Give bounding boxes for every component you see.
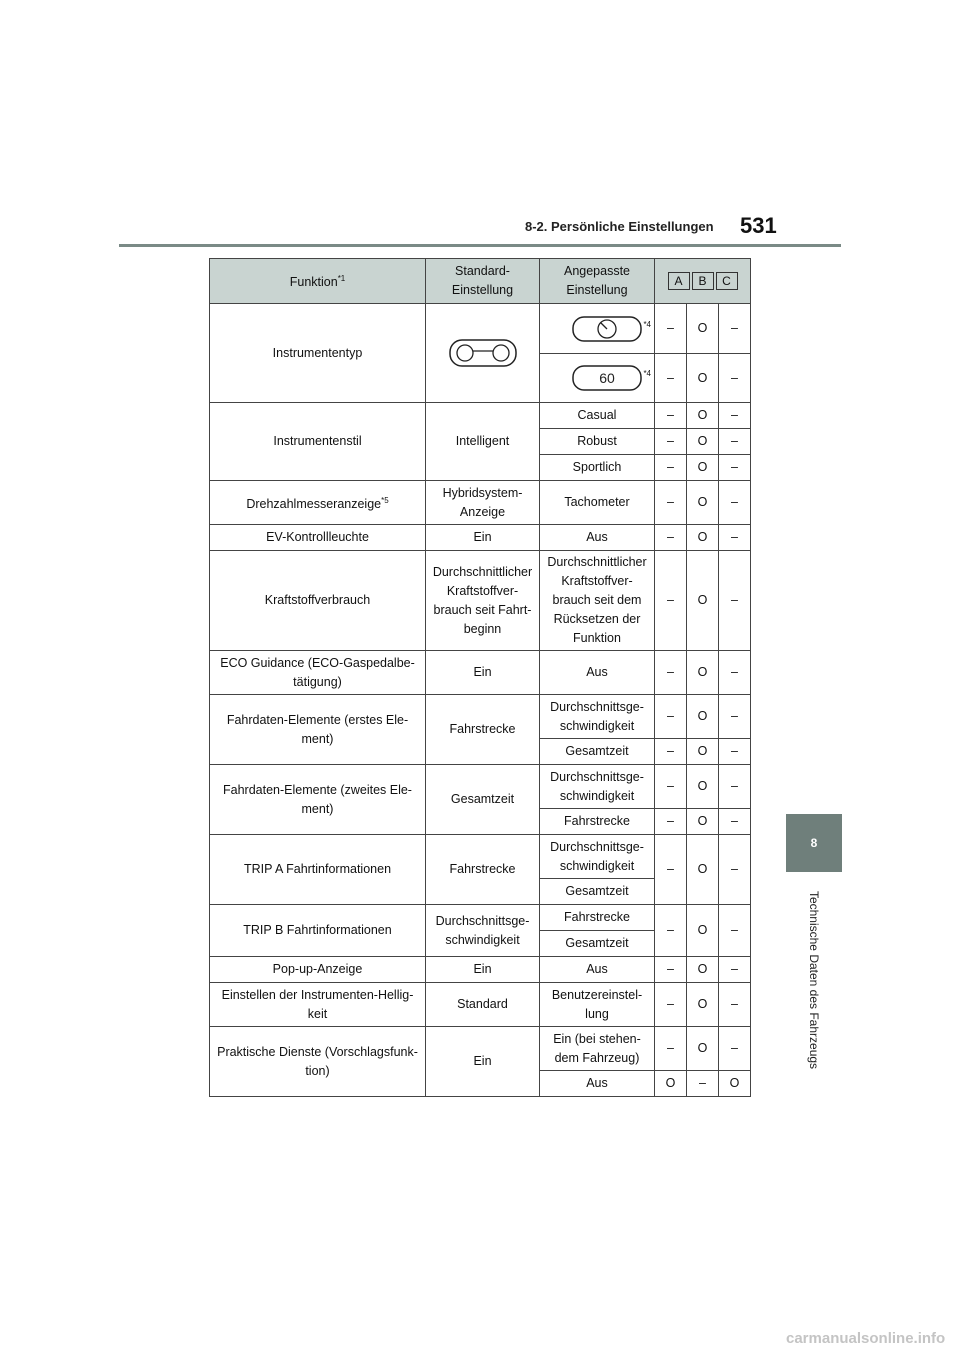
row-default: Fahrstrecke [426, 695, 540, 765]
mark-c: – [719, 551, 751, 651]
mark-c: – [719, 765, 751, 809]
mark-c: – [719, 905, 751, 957]
mark-b: O [687, 765, 719, 809]
row-label: TRIP A Fahrtinformationen [210, 835, 426, 905]
mark-a: – [655, 765, 687, 809]
table-row [210, 983, 751, 1027]
column-b-label: B [692, 272, 714, 290]
row-option: Durchschnittsge-schwindigkeit [540, 765, 655, 809]
mark-c: – [719, 354, 751, 403]
mark-b: O [687, 525, 719, 551]
table-row [210, 765, 751, 809]
row-option: Aus [540, 957, 655, 983]
row-label: ECO Guidance (ECO-Gaspedalbe-tätigung) [210, 651, 426, 695]
settings-table [209, 258, 751, 1097]
row-label: Instrumententyp [210, 304, 426, 403]
header-divider [119, 244, 841, 247]
row-label: Praktische Dienste (Vorschlagsfunk-tion) [210, 1027, 426, 1097]
digital-gauge-icon [571, 364, 643, 392]
row-option: Benutzereinstel-lung [540, 983, 655, 1027]
table-row [210, 403, 751, 429]
row-option: Gesamtzeit [540, 739, 655, 765]
dual-gauge-icon [448, 338, 518, 368]
mark-b: O [687, 304, 719, 354]
mark-a: – [655, 739, 687, 765]
table-row [210, 481, 751, 525]
page-number: 531 [740, 213, 777, 238]
custom-gauge-cell: 60 $^{*4}$ [540, 354, 655, 403]
mark-c: – [719, 983, 751, 1027]
row-option: Durchschnittsge-schwindigkeit [540, 695, 655, 739]
mark-c: – [719, 525, 751, 551]
mark-b: O [687, 455, 719, 481]
mark-c: – [719, 695, 751, 739]
mark-c: – [719, 957, 751, 983]
mark-b: O [687, 957, 719, 983]
row-label: Pop-up-Anzeige [210, 957, 426, 983]
row-option: Gesamtzeit [540, 931, 655, 957]
header-custom: Angepasste Einstellung [540, 259, 655, 304]
header-function: Funktion$^{*1}$ [210, 259, 426, 304]
mark-a: – [655, 304, 687, 354]
table-row [210, 1027, 751, 1071]
table-row [210, 835, 751, 879]
row-default: Ein [426, 525, 540, 551]
mark-b: O [687, 835, 719, 905]
row-option: Tachometer [540, 481, 655, 525]
row-default: Durchschnittsge-schwindigkeit [426, 905, 540, 957]
table-row [210, 957, 751, 983]
row-label: Fahrdaten-Elemente (erstes Ele-ment) [210, 695, 426, 765]
mark-a: – [655, 525, 687, 551]
mark-b: O [687, 809, 719, 835]
mark-b: O [687, 551, 719, 651]
mark-b: – [687, 1071, 719, 1097]
mark-b: O [687, 354, 719, 403]
mark-c: – [719, 809, 751, 835]
table-row [210, 695, 751, 739]
mark-b: O [687, 695, 719, 739]
mark-a: – [655, 429, 687, 455]
chapter-label: Technische Daten des Fahrzeugs [807, 890, 821, 1070]
row-default: Hybridsystem-Anzeige [426, 481, 540, 525]
row-default: Ein [426, 651, 540, 695]
row-option: Sportlich [540, 455, 655, 481]
mark-a: – [655, 835, 687, 905]
mark-c: O [719, 1071, 751, 1097]
row-default: Ein [426, 957, 540, 983]
row-option: Gesamtzeit [540, 879, 655, 905]
mark-c: – [719, 304, 751, 354]
row-label: Einstellen der Instrumenten-Hellig-keit [210, 983, 426, 1027]
mark-a: – [655, 651, 687, 695]
mark-c: – [719, 455, 751, 481]
table-row [210, 551, 751, 651]
mark-c: – [719, 481, 751, 525]
mark-c: – [719, 835, 751, 905]
column-c-label: C [716, 272, 738, 290]
mark-a: – [655, 455, 687, 481]
mark-a: O [655, 1071, 687, 1097]
row-option: Casual [540, 403, 655, 429]
table-row [210, 651, 751, 695]
row-option: Ein (bei stehen-dem Fahrzeug) [540, 1027, 655, 1071]
mark-a: – [655, 809, 687, 835]
row-label: EV-Kontrollleuchte [210, 525, 426, 551]
row-option: Aus [540, 525, 655, 551]
mark-c: – [719, 739, 751, 765]
row-option: Durchschnittsge-schwindigkeit [540, 835, 655, 879]
row-option: Aus [540, 651, 655, 695]
header-abc [655, 259, 751, 304]
row-default: Intelligent [426, 403, 540, 481]
mark-b: O [687, 429, 719, 455]
mark-a: – [655, 905, 687, 957]
row-label: Drehzahlmesseranzeige$^{*5}$ [210, 481, 426, 525]
table-header-row [210, 259, 751, 304]
mark-b: O [687, 403, 719, 429]
mark-a: – [655, 957, 687, 983]
svg-text:60: 60 [599, 370, 616, 386]
mark-a: – [655, 403, 687, 429]
row-option: Robust [540, 429, 655, 455]
chapter-number: 8 [810, 836, 818, 850]
mark-a: – [655, 1027, 687, 1071]
mark-c: – [719, 429, 751, 455]
table-row [210, 304, 751, 354]
analog-gauge-icon [571, 315, 643, 343]
row-default: Durchschnittlicher Kraftstoffver-brauch seit Fahrt-beginn [426, 551, 540, 651]
row-default: Standard [426, 983, 540, 1027]
watermark: carmanualsonline.info [786, 1330, 946, 1347]
default-gauge-cell [426, 304, 540, 403]
chapter-tab [786, 814, 842, 872]
row-label: TRIP B Fahrtinformationen [210, 905, 426, 957]
mark-c: – [719, 403, 751, 429]
mark-a: – [655, 695, 687, 739]
row-option: Fahrstrecke [540, 809, 655, 835]
mark-b: O [687, 983, 719, 1027]
mark-a: – [655, 983, 687, 1027]
column-a-label: A [668, 272, 690, 290]
header-default: Standard-Einstellung [426, 259, 540, 304]
row-label: Kraftstoffverbrauch [210, 551, 426, 651]
mark-a: – [655, 551, 687, 651]
mark-a: – [655, 354, 687, 403]
mark-b: O [687, 651, 719, 695]
section-title: 8-2. Persönliche Einstellungen [525, 219, 714, 234]
row-default: Fahrstrecke [426, 835, 540, 905]
mark-a: – [655, 481, 687, 525]
mark-b: O [687, 1027, 719, 1071]
row-default: Ein [426, 1027, 540, 1097]
mark-c: – [719, 1027, 751, 1071]
row-option: Durchschnittlicher Kraftstoffver-brauch seit dem Rücksetzen der Funktion [540, 551, 655, 651]
mark-b: O [687, 905, 719, 957]
row-option: Fahrstrecke [540, 905, 655, 931]
row-label: Instrumentenstil [210, 403, 426, 481]
row-option: Aus [540, 1071, 655, 1097]
table-row [210, 905, 751, 931]
custom-gauge-cell: *4 [540, 304, 655, 354]
mark-b: O [687, 739, 719, 765]
row-label: Fahrdaten-Elemente (zweites Ele-ment) [210, 765, 426, 835]
table-row [210, 525, 751, 551]
mark-c: – [719, 651, 751, 695]
row-default: Gesamtzeit [426, 765, 540, 835]
mark-b: O [687, 481, 719, 525]
